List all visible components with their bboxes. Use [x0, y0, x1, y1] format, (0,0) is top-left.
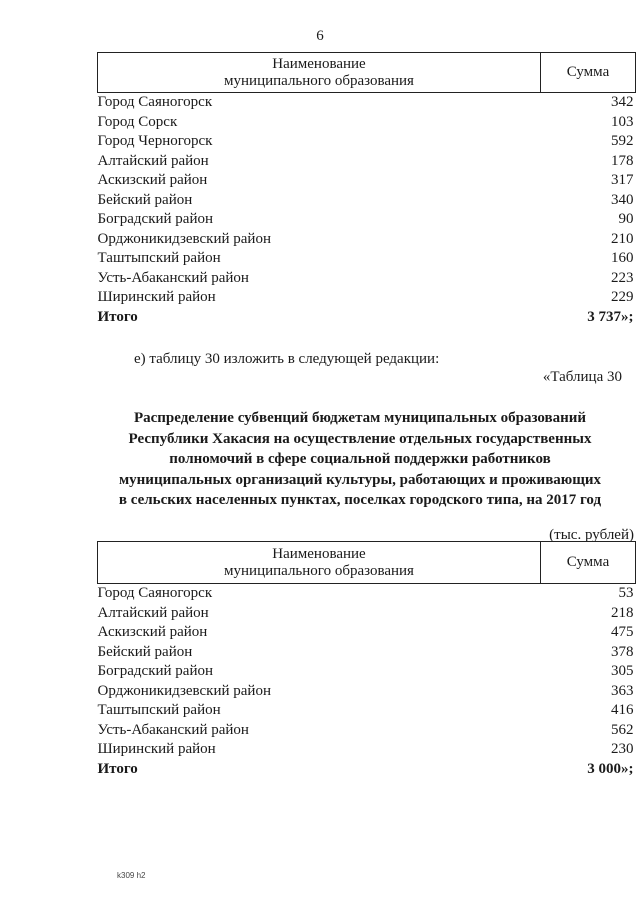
subsidy-table-2	[97, 541, 636, 779]
municipality-name: Боградский район	[97, 211, 214, 227]
units-label: (тыс. рублей)	[549, 527, 634, 543]
municipality-name: Орджоникидзевский район	[97, 230, 271, 247]
total-row	[98, 760, 636, 780]
municipality-name: Город Черногорск	[97, 133, 213, 149]
municipality-name: Ширинский район	[97, 289, 216, 305]
header-name-line1: Наименование	[272, 55, 366, 72]
sum-value: 305	[611, 663, 634, 679]
table-row	[98, 269, 636, 289]
table-row	[98, 210, 636, 230]
table-header-row	[98, 53, 636, 93]
municipality-name: Город Саяногорск	[97, 585, 213, 601]
sum-value: 210	[611, 230, 634, 247]
sum-value: 90	[618, 211, 634, 227]
subsidy-table-1	[97, 52, 636, 327]
sum-value: 229	[611, 289, 634, 305]
heading-line: Республики Хакасия на осуществление отдельных государственных	[128, 430, 592, 447]
header-name-line2: муниципального образования	[224, 72, 414, 89]
municipality-name: Аскизский район	[97, 172, 208, 188]
sum-value: 416	[611, 702, 634, 718]
table-row	[98, 682, 636, 702]
table-row	[98, 604, 636, 624]
municipality-name: Бейский район	[97, 191, 193, 208]
table-row	[98, 249, 636, 269]
table-row	[98, 643, 636, 663]
sum-value: 230	[611, 741, 634, 757]
table-row	[98, 93, 636, 113]
sum-column-header: Сумма	[541, 542, 636, 584]
heading-line: муниципальных организаций культуры, работающих и проживающих	[118, 471, 602, 488]
amendment-instruction: е) таблицу 30 изложить в следующей редакции:	[134, 351, 440, 367]
sum-value: 592	[611, 133, 634, 149]
sum-value: 160	[611, 250, 634, 266]
total-label: Итого	[97, 308, 138, 325]
table-row	[98, 288, 636, 308]
document-code: k309 h2	[117, 871, 146, 880]
sum-value: 218	[611, 604, 634, 621]
table-heading	[90, 408, 630, 511]
sum-value: 378	[611, 643, 634, 660]
total-label: Итого	[97, 760, 138, 777]
municipality-name: Таштыпский район	[97, 702, 221, 718]
sum-value: 178	[611, 152, 634, 169]
sum-column-header: Сумма	[541, 53, 636, 93]
municipality-name: Таштыпский район	[97, 250, 221, 266]
table-row	[98, 230, 636, 250]
table-row	[98, 623, 636, 643]
total-row	[98, 308, 636, 328]
table-row	[98, 721, 636, 741]
municipality-name: Город Сорск	[97, 113, 178, 130]
table-row	[98, 740, 636, 760]
table-caption: «Таблица 30	[542, 369, 622, 385]
municipality-name: Алтайский район	[97, 152, 209, 169]
table-row	[98, 584, 636, 604]
header-name-line1: Наименование	[272, 545, 366, 562]
heading-line: Распределение субвенций бюджетам муниципальных образований	[133, 410, 587, 426]
total-sum: 3 737»;	[587, 308, 634, 325]
heading-line: в сельских населенных пунктах, поселках городского типа, на 2017 год	[118, 492, 602, 508]
sum-value: 562	[611, 721, 634, 738]
sum-value: 363	[611, 682, 634, 699]
municipality-name: Орджоникидзевский район	[97, 682, 271, 699]
table-row	[98, 191, 636, 211]
sum-value: 317	[611, 172, 634, 188]
table-row	[98, 662, 636, 682]
municipality-name: Боградский район	[97, 663, 214, 679]
sum-value: 340	[611, 191, 634, 208]
total-sum: 3 000»;	[587, 760, 634, 777]
table-header-row	[98, 542, 636, 584]
municipality-name: Ширинский район	[97, 741, 216, 757]
table-row	[98, 113, 636, 133]
municipality-name: Алтайский район	[97, 604, 209, 621]
municipality-name: Усть-Абаканский район	[97, 721, 249, 738]
municipality-name: Город Саяногорск	[97, 94, 213, 110]
table-row	[98, 152, 636, 172]
municipality-name: Аскизский район	[97, 624, 208, 640]
municipality-name: Усть-Абаканский район	[97, 269, 249, 286]
sum-value: 103	[611, 113, 634, 130]
page-number: 6	[316, 28, 324, 44]
sum-value: 53	[618, 585, 634, 601]
municipality-column-header	[98, 53, 541, 93]
table-row	[98, 132, 636, 152]
municipality-name: Бейский район	[97, 643, 193, 660]
sum-value: 475	[611, 624, 634, 640]
sum-value: 342	[611, 94, 634, 110]
table-row	[98, 171, 636, 191]
municipality-column-header	[98, 542, 541, 584]
heading-line: полномочий в сфере социальной поддержки работников	[169, 451, 551, 467]
sum-value: 223	[611, 269, 634, 286]
header-name-line2: муниципального образования	[224, 562, 414, 579]
table-row	[98, 701, 636, 721]
